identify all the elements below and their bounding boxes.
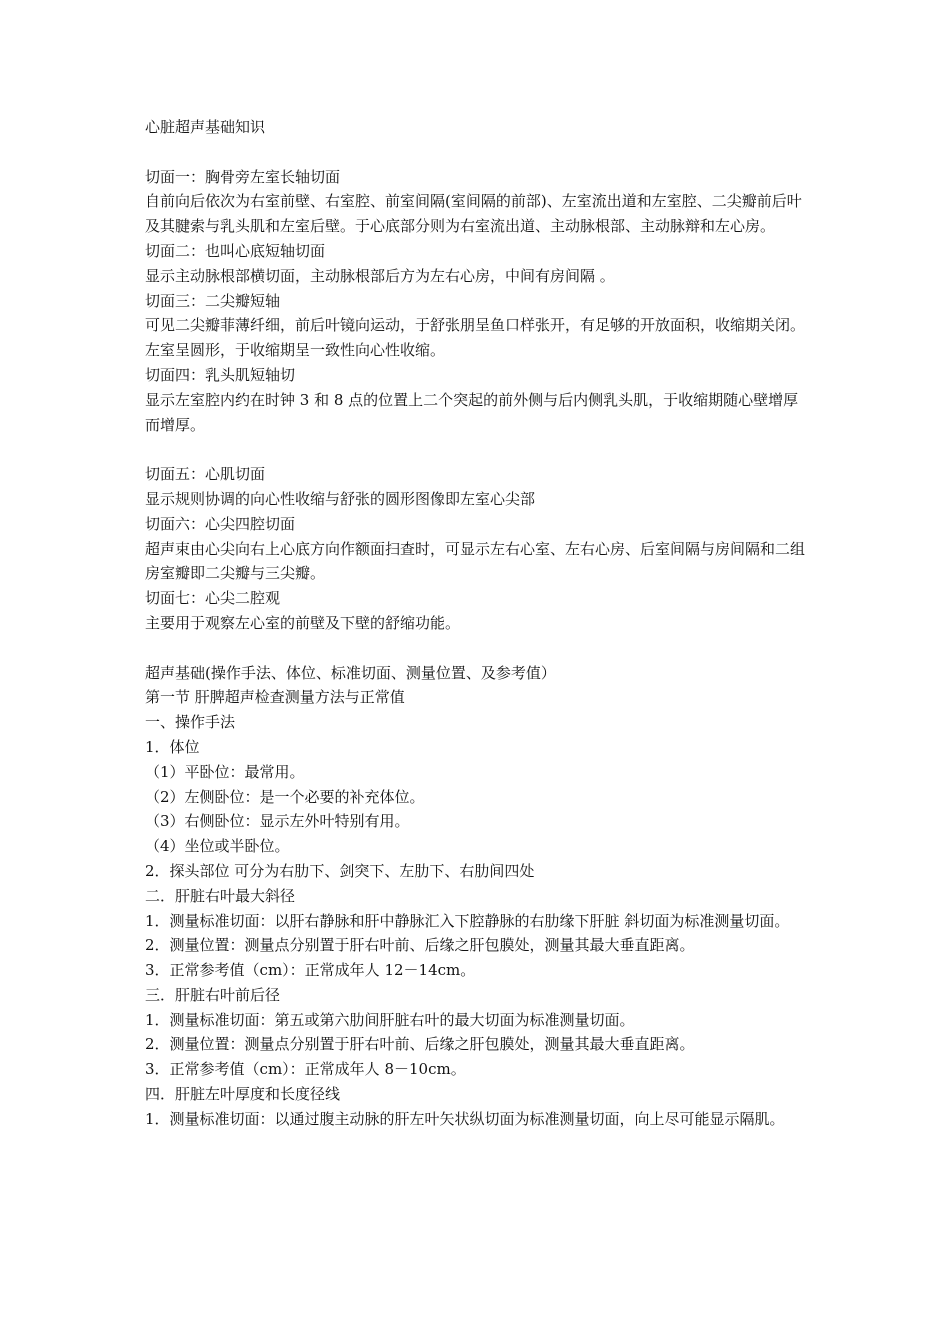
paragraph: 切面二：也叫心底短轴切面 [145, 241, 326, 260]
paragraph: 四．肝脏左叶厚度和长度径线 [145, 1085, 341, 1104]
paragraph: 切面六：心尖四腔切面 [145, 514, 296, 533]
blank-line [145, 636, 810, 661]
paragraph: 切面五：心肌切面 [145, 465, 266, 484]
paragraph: 2．测量位置：测量点分别置于肝右叶前、后缘之肝包膜处，测量其最大垂直距离。 [145, 936, 695, 955]
blank-line [145, 437, 810, 462]
paragraph: 二．肝脏右叶最大斜径 [145, 886, 296, 905]
paragraph: 切面一：胸骨旁左室长轴切面 [145, 167, 341, 186]
paragraph: 切面三：二尖瓣短轴 [145, 291, 281, 310]
paragraph: （1）平卧位：最常用。 [145, 762, 305, 781]
paragraph: 3．正常参考值（cm）：正常成年人 12－14cm。 [145, 961, 476, 980]
paragraph: 三．肝脏右叶前后径 [145, 985, 281, 1004]
paragraph: 一、操作手法 [145, 713, 236, 732]
paragraph: （4）坐位或半卧位。 [145, 837, 290, 856]
paragraph: 主要用于观察左心室的前壁及下壁的舒缩功能。 [145, 613, 461, 632]
paragraph: 3．正常参考值（cm）：正常成年人 8－10cm。 [145, 1060, 466, 1079]
blank-line [145, 140, 810, 165]
paragraph: 切面七：心尖二腔观 [145, 589, 281, 608]
paragraph: 切面四：乳头肌短轴切 [145, 365, 296, 384]
paragraph: 1．测量标准切面：第五或第六肋间肝脏右叶的最大切面为标准测量切面。 [145, 1010, 635, 1029]
paragraph: 可见二尖瓣菲薄纤细，前后叶镜向运动，于舒张朋呈鱼口样张开，有足够的开放面积，收缩期关闭。左室呈圆形，于收缩期呈一致性向心性收缩。 [145, 316, 806, 360]
paragraph: 自前向后依次为右室前壁、右室腔、前室间隔(室间隔的前部)、左室流出道和左室腔、二尖瓣前后叶及其腱索与乳头肌和左室后壁。于心底部分则为右室流出道、主动脉根部、主动脉辩和左心房。 [145, 192, 802, 236]
paragraph: 超声基础(操作手法、体位、标准切面、测量位置、及参考值） [145, 663, 556, 682]
document-page [145, 115, 810, 1132]
paragraph: 超声束由心尖向右上心底方向作额面扫查时，可显示左右心室、左右心房、后室间隔与房间隔和二组房室瓣即二尖瓣与三尖瓣。 [145, 539, 806, 583]
paragraph: （3）右侧卧位：显示左外叶特别有用。 [145, 812, 410, 831]
paragraph: 第一节 肝脾超声检查测量方法与正常值 [145, 688, 405, 707]
paragraph: （2）左侧卧位：是一个必要的补充体位。 [145, 787, 425, 806]
paragraph: 显示规则协调的向心性收缩与舒张的圆形图像即左室心尖部 [145, 489, 536, 508]
paragraph: 2．测量位置：测量点分别置于肝右叶前、后缘之肝包膜处，测量其最大垂直距离。 [145, 1035, 695, 1054]
paragraph: 1．体位 [145, 737, 200, 756]
document-title: 心脏超声基础知识 [145, 118, 266, 136]
paragraph: 显示左室腔内约在时钟 3 和 8 点的位置上二个突起的前外侧与后内侧乳头肌，于收缩期随心壁增厚而增厚。 [145, 390, 799, 434]
paragraph: 2．探头部位 可分为右肋下、剑突下、左肋下、右肋间四处 [145, 861, 535, 880]
paragraph: 显示主动脉根部横切面，主动脉根部后方为左右心房，中间有房间隔 。 [145, 266, 615, 285]
paragraph: 1．测量标准切面：以肝右静脉和肝中静脉汇入下腔静脉的右肋缘下肝脏 斜切面为标准测量切面。 [145, 911, 790, 930]
paragraph: 1．测量标准切面：以通过腹主动脉的肝左叶矢状纵切面为标准测量切面，向上尽可能显示隔肌。 [145, 1109, 785, 1128]
